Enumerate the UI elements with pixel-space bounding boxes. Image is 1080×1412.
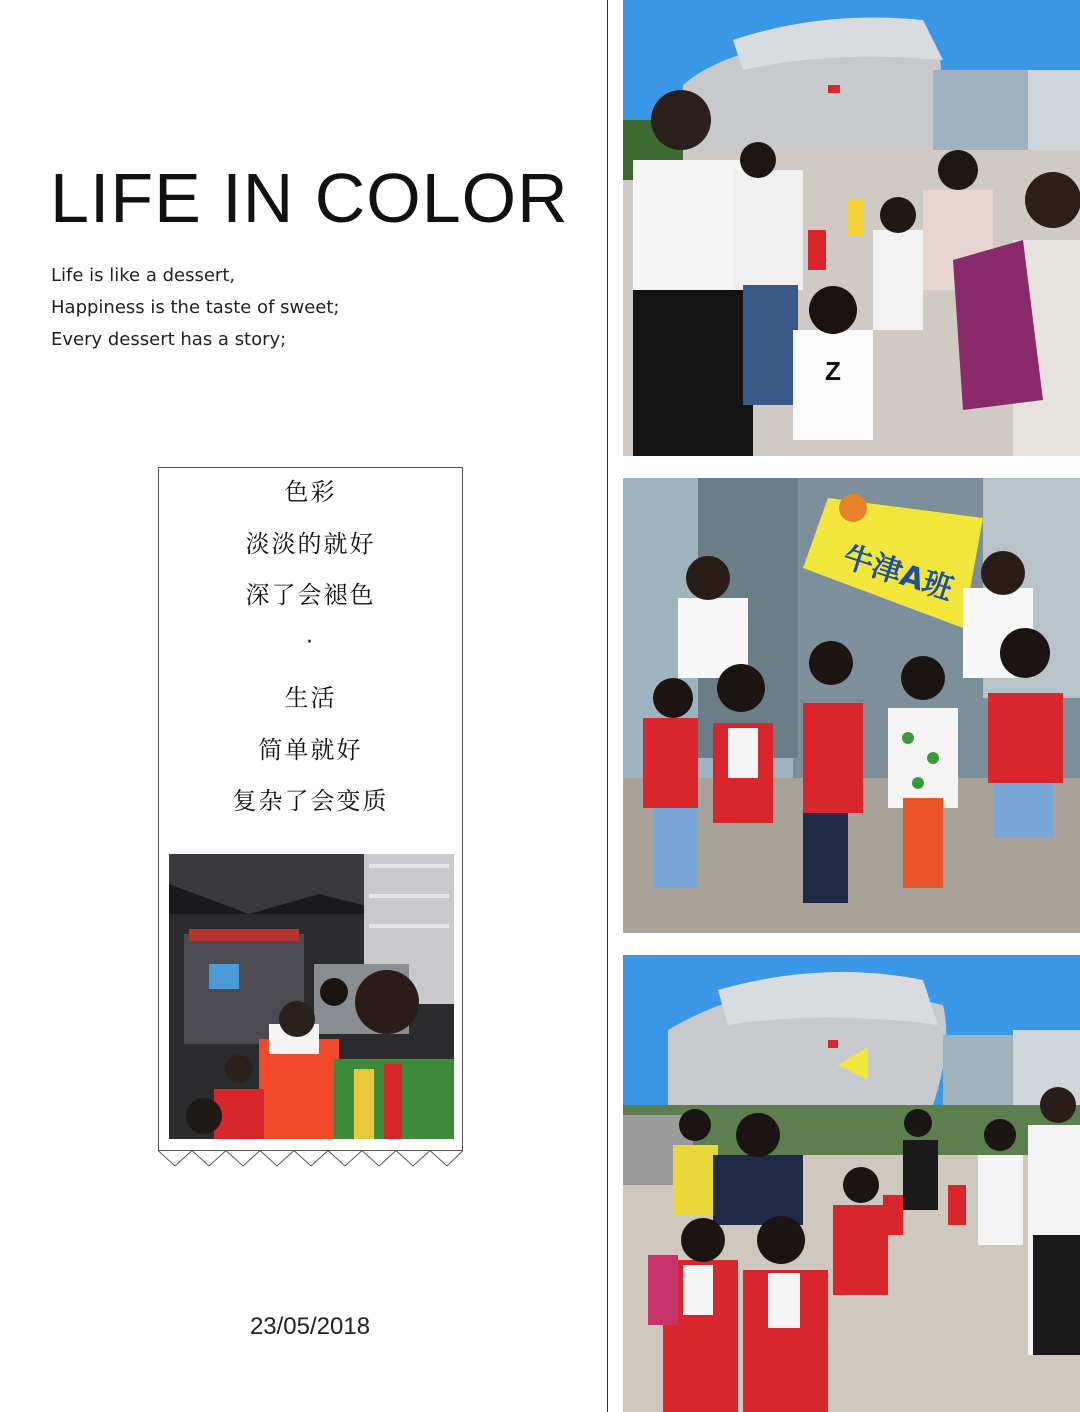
poem: [159, 468, 462, 829]
children-walking-photo: [623, 955, 1080, 1412]
poem-line-1: 色彩: [284, 478, 337, 506]
poem-line-3: 深了会褪色: [245, 581, 376, 609]
shirt-letter: Z: [825, 356, 841, 386]
subtitle-line-3: Every dessert has a story;: [51, 329, 287, 350]
subtitle-line-1: Life is like a dessert,: [51, 265, 236, 286]
date-label: 23/05/2018: [249, 1313, 371, 1340]
poem-line-4: 生活: [284, 684, 337, 712]
class-banner-photo: [623, 478, 1080, 933]
vertical-divider: [607, 0, 608, 1412]
poem-line-6: 复杂了会变质: [232, 787, 389, 815]
banner-text: 牛津A班: [838, 539, 958, 608]
subtitle-line-2: Happiness is the taste of sweet;: [51, 297, 340, 318]
page-title: LIFE IN COLOR: [50, 159, 569, 237]
card-zigzag-edge: [158, 1150, 463, 1168]
group-walking-photo: [623, 0, 1080, 456]
poem-line-2: 淡淡的就好: [245, 529, 376, 558]
poem-line-5: 简单就好: [258, 735, 363, 764]
poem-separator: ·: [306, 629, 315, 655]
subtitle-block: [51, 260, 340, 356]
poem-card: [158, 467, 463, 1151]
museum-entrance-photo: [169, 854, 454, 1139]
